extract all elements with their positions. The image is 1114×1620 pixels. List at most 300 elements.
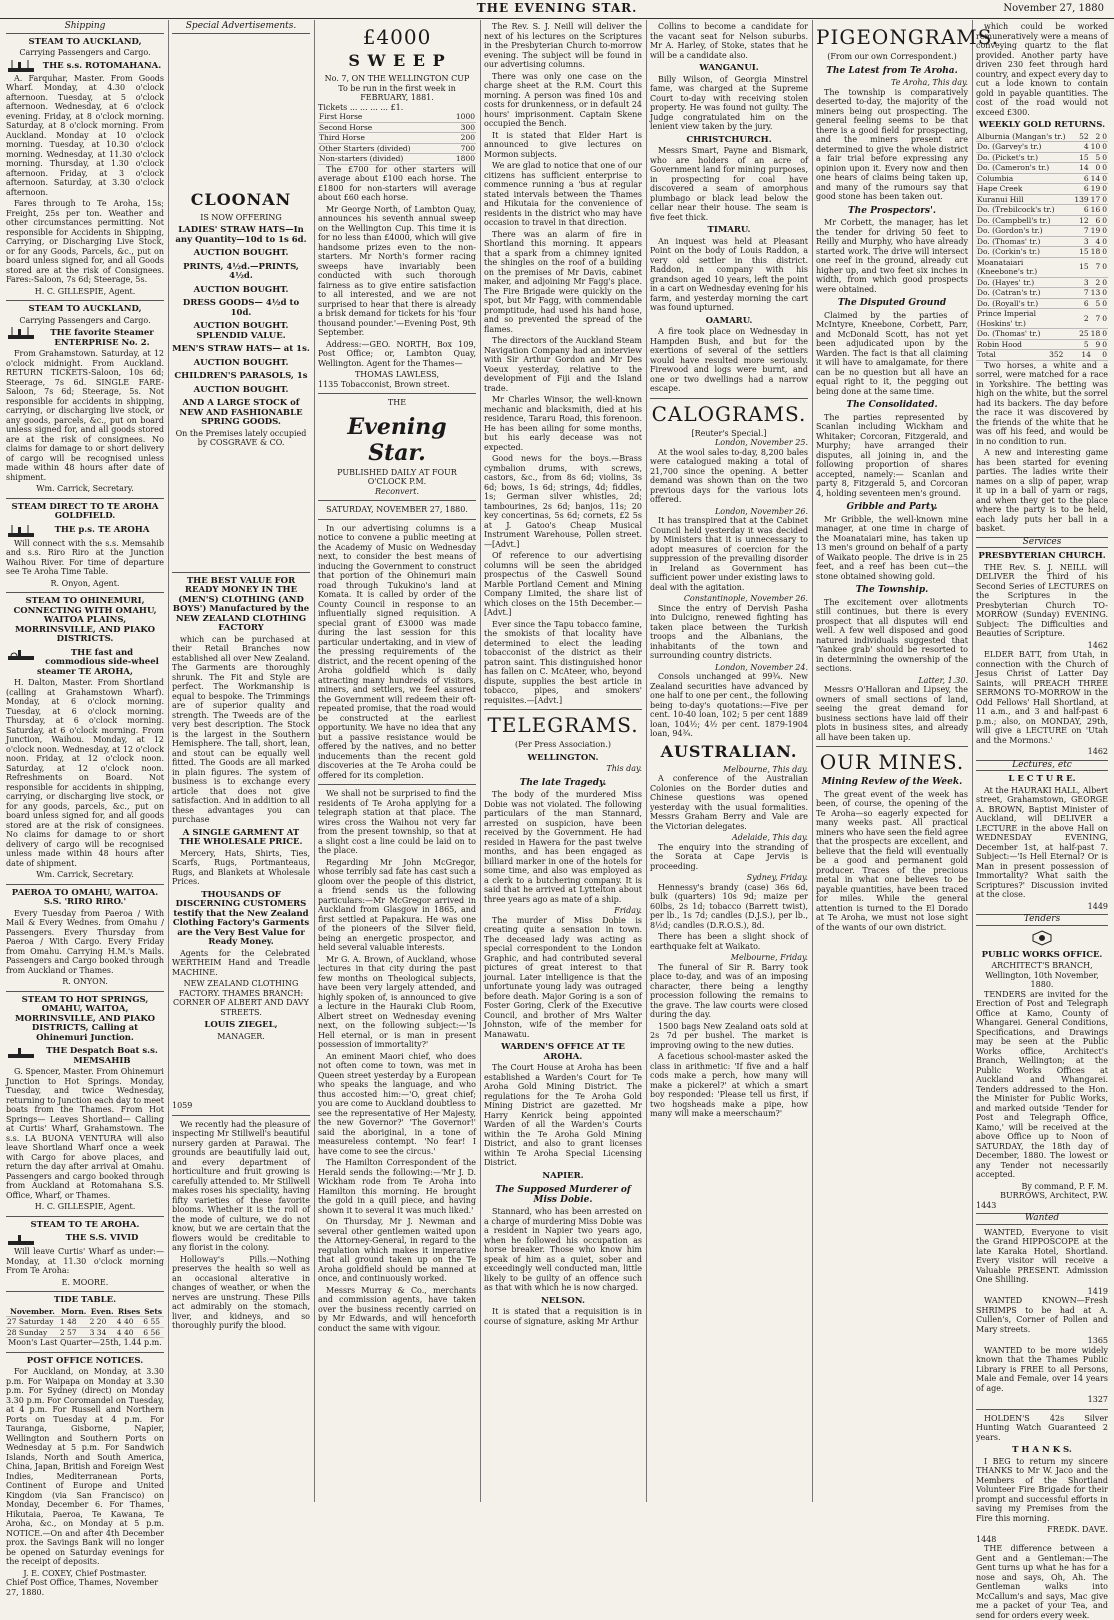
table-row (318, 133, 476, 144)
ad-signature: H. C. GILLESPIE, Agent. (34, 286, 136, 296)
article-paragraph: Messrs Smart, Payne and Bismark, who are holders of an acre of Government land for mining purposes, in prospecting for coal have discovered a seam of amorphous plumbago or black lead below the cellar near their house. The seam is five feet thick. (650, 146, 808, 222)
table-row (976, 329, 1108, 340)
article-paragraph: Stannard, who has been arrested on a charge of murdering Miss Dobie was a resident in Napier two years ago, when he followed his occupation as horse breaker. Those who know him speak of him as a quiet, sober and exceedingly well conducted man, little likely to be guilty of an offence such as that with which he is now charged. (484, 1207, 642, 1292)
ad-body: Will leave Curtis' Wharf as under:— Monday, at 11.30 o'clock morning From Te Aroha: (6, 1247, 164, 1275)
dateline: London, November 25. (714, 438, 808, 447)
dateline: NAPIER. (542, 1170, 584, 1181)
ad-body: TENDERS are invited for the Erection of Post and Telegraph Office at Kamo, County of Whangarei. General Conditions, Specifications, and Drawings may be seen at the Public Works office, Architect's Branch, Wellington; at the Public Works Offices at Auckland and Whangarei. Tenders addressed to the Hon. the Minister for Public Works, and marked outside 'Tender for Post and Telegraph Office, Kamo,' will be received at the above Office up to Noon of SATURDAY, the 18th day of December, 1880. The lowest or any Tender not necessarily accepted. (976, 989, 1108, 1179)
ship-name: THE favorite Steamer ENTERPRISE No. 2. (50, 328, 154, 348)
ad-item: On the Premises lately occupied by COSGRAVE & CO. (175, 428, 307, 447)
table-cell: 19 (1090, 184, 1101, 193)
table-cell: 28 Sunday (6, 1327, 59, 1338)
table-row (976, 309, 1108, 329)
tide-table-title: TIDE TABLE. (53, 1295, 117, 1305)
ad-title: STEAM TO AUCKLAND, (28, 36, 142, 47)
article-paragraph: The Hamilton Correspondent of the Herald sends the following:—'Mr J. D. Wickham rode from Te Aroha into Hamilton this morning. He brought the gold in a quill piece, and having shown it to several it was much liked.' (318, 1158, 476, 1215)
tide-header: Even. (89, 1307, 116, 1317)
ad-title: PRESBYTERIAN CHURCH. (978, 551, 1106, 561)
article-paragraph: Claimed by the parties of McIntyre, Kneebone, Corbett, Parr, and McDonald Scott, has not yet been adjudicated upon by the Warden. The fact is that all claiming it will have to amalgamate, for there can be no question but all have an equal right to it, the pegging out being done at the same time. (816, 310, 968, 396)
table-cell: 3 (1073, 236, 1089, 247)
ad-item: CHILDREN'S PARASOLS, 1s (174, 371, 308, 381)
clothing-ad-heading: A SINGLE GARMENT AT THE WHOLESALE PRICE. (179, 827, 303, 847)
ad-item: AUCTION BOUGHT. SPLENDID VALUE. (193, 321, 289, 341)
column-rule (168, 20, 169, 1502)
table-cell: 18 (1090, 247, 1101, 256)
ad-body: G. Spencer, Master. From Ohinemuri Junction to Hot Springs. Monday, Tuesday, and twice Wednesday, returning to Junction each day to meet boats from the Thames. From Hot Springs— Leaves Shortland— Calling at Curtis' Wharf, Grahamstown. The s.s. LA BUONA VENTURA will also leave Shortland Wharf once a week with Cargo for above places, and return the day after arrival at Omahu. Passengers and cargo booked through from Auckland at Rotomahana S.S. Office, Wharf, or Thames. (6, 1067, 164, 1200)
article-paragraph: It is stated that a requisition is in course of signature, asking Mr Arthur (484, 1307, 642, 1326)
dateline: London, November 24. (714, 662, 808, 672)
ad-title: STEAM DIRECT TO TE AROHA GOLDFIELD. (11, 501, 159, 521)
column-returns-ads (976, 22, 1108, 1620)
table-row (976, 277, 1108, 288)
table-cell: 6 55 (142, 1317, 164, 1328)
table-cell: 4 40 (116, 1327, 143, 1338)
article-paragraph: The township is comparatively deserted to-day, the majority of the miners being out prospecting. The general feeling seems to be that there is a good field for prospecting, and the miners present are determined to give the whole district a fair trial before expressing any opinion upon it. Every now and then one hears of claims being taken up, and many of the rumours say that good stone has been taken out. (816, 87, 968, 201)
sweep-address: Address:—GEO. NORTH, Box 109, Post Office; or, Lambton Quay, Wellington. Agent for the Thames— (318, 339, 476, 368)
table-cell: 2 (1073, 309, 1089, 329)
ad-item: AND A LARGE STOCK of NEW AND FASHIONABLE SPRING GOODS. (179, 398, 303, 427)
table-row (976, 226, 1108, 237)
ad-body: Fares through to Te Aroha, 15s; Freight, 25s per ton. Weather and other circumstances permitting. Not responsible for Accidents in Shipping, Carrying, or Discharging Live Stock, or for any Goods, Parcels, &c., put on board unless signed for, and all Goods stored are at the risk of Consignees. Fares:-Saloon, 7s 6d; Steerage, 5s. (6, 199, 164, 284)
table-cell: Total (976, 350, 1026, 360)
dateline: Melbourne, Friday. (730, 953, 808, 962)
table-cell: 52 (1073, 132, 1089, 142)
table-cell: 5 (1073, 339, 1089, 350)
table-cell: 0 (1101, 309, 1108, 329)
sweep-number: No. 7, ON THE WELLINGTON CUP (324, 74, 470, 83)
table-cell: 6 (1073, 205, 1089, 216)
post-office-signature: J. E. COXEY, Chief Postmaster. (23, 1568, 147, 1578)
clothing-ad-heading: THOUSANDS OF DISCERNING CUSTOMERS testify that the New Zealand Clothing Factory's Garments are the Very Best Value for Ready Money. (172, 889, 310, 947)
article-paragraph: Two horses, a white and a sorrel, were matched for a race in Yorkshire. The betting was high on the white, but the sorrel had its backers. The day before the race it was discovered by the friends of the white that he was off his feed, and would be in no condition to run. (976, 360, 1108, 446)
table-cell: 139 (1074, 194, 1089, 204)
article-paragraph: An eminent Maori chief, who does not often come to town, was met in Queen street yesterday by a European who speaks the language, and who thus accosted him:—'O, great chief; you are come to Auckland doubtless to see the representative of Her Majesty, the new Governor?' 'The Governor!' said the aboriginal, in a tone of measureless contempt. 'No fear! I have come to see the circus.' (318, 1051, 476, 1156)
article-paragraph: Mr Gribble, the well-known mine manager, at one time in charge of the Moanataiari mine, has taken up 13 men's ground on behalf of a party of Waikato people. The drive is in 25 feet, and a reef has been cut—the stone obtained showing gold. (816, 514, 968, 581)
tide-header: Sets (144, 1306, 163, 1316)
ship-name: THE s.s. ROTOMAHANA. (42, 60, 162, 71)
table-cell: Do. (Campbell's tr.) (976, 215, 1073, 226)
article-paragraph: We are glad to notice that one of our citizens has sufficient enterprise to commence running a 'bus at regular stated intervals between the Thames and Hikutaia for the convenience of residents in the district who may have occasion to travel in that direction. (484, 161, 642, 227)
table-cell: 15 (1073, 247, 1089, 258)
newspaper-masthead: Evening Star. (347, 413, 447, 466)
sweep-tickets: Tickets ... ... ... ... £1. (318, 102, 404, 112)
article-paragraph: The body of the murdered Miss Dobie was not violated. The following particulars of the man Stannard, arrested on suspicion, have been received by the Government. He had resided in Hawera for the past twelve months, and has been engaged as billiard marker in one of the hotels for some time, and also was employed as a clerk to a butchering company. It is said that he arrived at Lyttelton about three years ago as mate of a ship. (484, 790, 642, 904)
clothing-ad-manager: LOUIS ZIEGEL, (204, 1020, 278, 1030)
ad-subtitle: Carrying Passengers and Cargo. (19, 48, 151, 57)
table-cell: 14 (1090, 173, 1101, 183)
article-paragraph: At the wool sales to-day, 8,200 bales were catalogued making a total of 21,700 since the opening. A better demand was shown than on the two previous days for the various lots offered. (650, 447, 808, 504)
ship-name: THE p.s. TE AROHA (54, 524, 150, 535)
post-office-title: POST OFFICE NOTICES. (26, 1355, 144, 1366)
ad-title: STEAM TO OHINEMURI, CONNECTING WITH OMAHU, WAITOA PLAINS, MORRINSVILLE, AND PIAKO DISTRICTS. (13, 596, 157, 644)
table-cell: Do. (Corkin's tr.) (976, 247, 1073, 258)
table-cell: 0 (1102, 152, 1107, 162)
page-header (0, 0, 1114, 19)
ad-body: From Grahamstown. Saturday, at 12 o'clock midnight. From Auckland. RETURN TICKETS-Saloon, 10s 6d; Steerage, 7s 6d. SINGLE FARE-Saloon, 7s 6d; Steerage, 5s. Not responsible for accidents in shipping, carrying, or discharging live stock, or any goods, parcels, &c., put on board unless signed for, and all goods stored are at the risk of consignees. No claims for damage to or short delivery of cargo will be recognised unless made within 48 hours after date of shipment. (6, 349, 164, 482)
table-cell: 0 (1102, 215, 1107, 225)
table-cell: Third Horse (318, 133, 447, 144)
ad-number: 1059 (172, 1101, 193, 1110)
table-cell: 17 (1090, 194, 1101, 204)
table-cell: 16 (1090, 205, 1101, 214)
table-cell: Non-starters (divided) (318, 154, 447, 165)
post-office-body: For Auckland, on Monday, at 3.30 p.m. For Waipapa on Monday at 3.30 p.m. For Sydney (direct) on Monday 3.30 p.m. For Coromandel on Tuesday, at 4 p.m. For Russell and Northern Ports on Tuesday at 4 p.m. For Tauranga, Gisborne, Napier, Wellington and Southern Ports on Wednesday at 5 p.m. For Sandwich Islands, North and South America, China, Japan, British and Foreign West Indies, Mediterranean Ports, Continent of Europe and United Kingdom (via San Francisco) on Monday, December 6. For Thames, Hikutaia, Paeroa, Te Kawana, Te Aroha, &c., on Monday at 5 p.m. NOTICE.—On and after 4th December prox. the Savings Bank will no longer be opened on Saturday evenings for the receipt of deposits. (6, 1367, 164, 1566)
article-heading: Mining Review of the Week. (821, 777, 963, 787)
table-cell: 13 (1090, 288, 1101, 297)
ad-title: STEAM TO AUCKLAND, (28, 304, 142, 314)
ad-signature: Wm. Carrick, Secretary. (36, 484, 134, 493)
ad-item: DRESS GOODS— 4½d to 10d. (182, 298, 300, 318)
table-cell: 0 (1102, 184, 1107, 193)
ship-name: THE Despatch Boat s.s. MEMSAHIB (46, 1046, 158, 1066)
post-office-footer: Chief Post Office, Thames, November 27, 1880. (6, 1578, 159, 1597)
dateline: Te Aroha, This day. (890, 78, 968, 87)
article-paragraph: 1500 bags New Zealand oats sold at 2s 7d per bushel. The market is improving owing to the new duties. (650, 1021, 808, 1050)
table-cell: Hape Creek (976, 184, 1073, 195)
article-paragraph: Of reference to our advertising columns will be seen the abridged prospectus of the Caswell Sound Marble Portland Cement and Mining Company Limited, the share list of which closes on the 15th December.—[Advt.] (484, 551, 642, 617)
section-header: Shipping (6, 22, 164, 34)
ad-number: 1419 (1087, 1286, 1108, 1296)
table-cell: 5 (1090, 298, 1102, 309)
column-rule (480, 20, 481, 1502)
dateline: OAMARU. (705, 315, 753, 326)
table-cell: 0 (1090, 163, 1102, 174)
page-title: THE EVENING STAR. (476, 1, 638, 15)
ad-body: A. Farquhar, Master. From Goods Wharf. Monday, at 4.30 o'clock afternoon. Tuesday, at 5 o'clock afternoon. Wednesday, at 6 o'clock evening. Friday, at 8 o'clock morning. Saturday, at 8 o'clock morning. From Auckland. Monday at 10 o'clock morning. Tuesday, at 10.30 o'clock morning. Wednesday, at 11.30 o'clock morning. Thursday, at 1.30 o'clock afternoon. Friday, at 3 o'clock afternoon. Saturday, at 3.30 o'clock afternoon. (6, 73, 164, 197)
clothing-ad-title: THE BEST VALUE FOR READY MONEY IN THE (MEN'S) CLOTHING (AND BOYS') Manufactured by the NEW ZEALAND CLOTHING FACTORY (172, 575, 310, 633)
sweep-body: Mr George North, of Lambton Quay, announces his seventh annual sweep on the Wellington Cup. This time it is for no less than £4000, which will give handsome prizes even to the non-starters. Mr North's former racing sweeps have invariably been conducted with such thorough fairness as to give entire satisfaction to all interested, and we are not surprised to hear that there is already a brisk demand for tickets for his 'four thousand pounder.'—Evening Post, 9th September. (318, 204, 476, 337)
cloonan-title: CLOONAN (190, 189, 292, 209)
article-paragraph: The Rev. S. J. Neill will deliver the next of his lectures on the Scriptures in the Presbyterian Church to-morrow evening. The subject will be found in our advertising columns. (484, 22, 642, 69)
table-row (976, 194, 1108, 205)
table-cell: 15 (1073, 152, 1089, 163)
article-paragraph: The Court House at Aroha has been established a Warden's Court for Te Aroha Gold Mining District. The regulations for the Te Aroha Gold Mining District are gazetted. Mr Harry Kenrick being appointed Warden of all the Warden's Courts within the Te Aroha Gold Mining District, and also to grant licenses within Te Aroha Special Licensing District. (484, 1063, 642, 1167)
ad-signature: R. ONYON. (62, 977, 108, 986)
table-cell: 2 (1090, 132, 1102, 142)
article-paragraph: The parties represented by Scanlan including Wickham and Whitaker; Corcoran, Fitzgerald, and Murphy; have arranged their disputes, all joining in, and the following proportion of shares accepted, namely:— Scanlan and party 8, Fitzgerald 5, and Corcoran 4, holding seventeen men's ground. (816, 412, 968, 498)
table-row (976, 184, 1108, 195)
table-cell: 0 (1102, 226, 1107, 235)
ad-title: T H A N K S. (1012, 1445, 1072, 1455)
article-paragraph: There was an alarm of fire in Shortland this morning. It appears that a spark from a chimney ignited the shingles on the roof of a building on the premises of Mr Davis, cabinet maker, and adjoining Mr Fagg's place. The Fire Brigade were quickly on the spot, but Mr Fagg, with commendable promptitude, had used his hand hose, and so prevented the spread of the flames. (484, 229, 642, 334)
article-paragraph: Ever since the Tapu tobacco famine, the smokists of that locality have determined to elect the leading tobacconist of the district as their patron saint. This distinguished honor has fallen on C. McAteer, who, beyond dispute, supplies the best article in tobacco, pipes, and smokers' requisites.—[Advt.] (484, 619, 642, 705)
ad-body: WANTED KNOWN—Fresh SHRIMPS to be had at A. Cullen's, Corner of Pollen and Mary streets. (976, 1296, 1108, 1334)
article-heading: The Consolidated. (846, 400, 938, 410)
table-cell: 7 (1090, 257, 1102, 277)
article-paragraph: The excitement over allotments still continues, but there is every prospect that all disputes will end well. A few well disposed and good natured individuals suggested that 'Yankee grab' should be resorted to in determining the ownership of the sections. (816, 597, 968, 673)
article-paragraph: Mr Corbett, the manager, has let the tender for driving 50 feet to Reilly and Murphy, who have already started work. The drive will intersect one reef in the ground, already cut higher up, and two feet six inches in width, from which good prospects were obtained. (816, 218, 968, 294)
tide-header: Morn. (59, 1307, 89, 1317)
table-cell: 4 (1090, 236, 1102, 247)
motto: Reconvert. (374, 486, 420, 496)
ad-item: MEN'S STRAW HATS— at 1s. (172, 344, 310, 354)
dateline-time: Friday. (614, 906, 642, 915)
gold-returns-title: WEEKLY GOLD RETURNS. (978, 120, 1106, 130)
table-cell: 6 (1073, 173, 1089, 184)
article-paragraph: There was only one case on the charge sheet at the R.M. Court this morning. A person was fined 10s and costs for drunkenness, or in default 24 hours' imprisonment. Captain Skene occupied the Bench. (484, 71, 642, 128)
ad-body: H. Dalton, Master. From Shortland (calling at Grahamstown Wharf). Monday, at 6 o'clock morning. Tuesday, at 6 o'clock morning. Thursday, at 6 o'clock morning. Saturday, at 6 o'clock morning. From Junction, Waihou. Monday, at 12 o'clock noon. Wednesday, at 12 o'clock noon. Friday, at 12 o'clock noon. Saturday, at 12 o'clock noon. Refreshments on Board. Not responsible for accidents in shipping, carrying, or discharging live stock, or for any goods, parcels, &c., put on board unless signed for, and all goods stored are at the risk of consignees. No claims for damage to or short delivery of cargo will be recognised unless made within 48 hours after date of shipment. (6, 678, 164, 868)
ad-title: STEAM TO TE AROHA. (30, 1219, 140, 1230)
ad-number: 1448 (976, 1534, 997, 1544)
dateline: NELSON. (541, 1295, 585, 1306)
ad-body: Will connect with the s.s. Memsahib and s.s. Riro Riro at the Junction Waihou River. For time of departure see Te Aroha Time Table. (6, 538, 164, 576)
table-cell: Kuranui Hill (976, 194, 1073, 205)
clothing-ad-body: which can be purchased at their Retail Branches now established all over New Zealand. The Garments are thoroughly shrunk. The Fit and Style are perfect. The Workmanship is equal to bespoke. The Trimmings are of superior quality and strength. The Tweeds are of the very best description. The Stock is the largest in the Southern Hemisphere. The tall, short, lean, and stout can be equally well fitted. The Goods are all marked in plain figures. The system of business is to exchange every article that does not give satisfaction. And in addition to all these advantages you can purchase (172, 634, 310, 824)
article-paragraph: Good news for the boys.—Brass cymbalion drums, with screws, castors, &c., from 8s 6d; violins, 3s 6d; bows, 1s 6d; strings, 4d; fiddles, 1s; German silver whistles, 2d; tambourines, 2s 6d; banjos, 11s; 20 key concertinas, 5s 6d; cornets, £2 5s at J. Gatoo's Cheap Musical Instrument Warehouse, Pollen street.—[Advt.] (484, 454, 642, 549)
sweep-prize-table (318, 112, 476, 165)
ad-body: WANTED, Everyone to visit the Grand HIPPOSCOPE at the late Karaka Hotel, Shortland. Every visitor will receive a Valuable PRESENT. Admission One Shilling. (976, 1227, 1108, 1284)
ad-body: ELDER BATT, from Utah, in connection with the Church of Jesus Christ of Latter Day Saints, will PREACH THREE SERMONS TO-MORROW in the Odd Fellows' Hall Shortland, at 11 a.m., and 3 and half-past 6 p.m.; also, on MONDAY, 29th, will give a LECTURE on 'Utah and the Mormons.' (976, 650, 1108, 745)
table-cell: 9 (1090, 339, 1102, 350)
column-telegrams-cables (650, 22, 808, 1502)
article-paragraph: Holloway's Pills.—Nothing preserves the health so well as an occasional alterative in changes of weather, or when the nerves are unstrung. These Pills act admirably on the stomach, liver, and kidneys, and so thoroughly purify the blood. (172, 1254, 310, 1330)
ad-title: STEAM TO HOT SPRINGS, OMAHU, WAITOA, MORRINSVILLE, AND PIAKO DISTRICTS, Calling at Ohinemuri Junction. (15, 994, 155, 1043)
page-date: November 27, 1880 (1003, 3, 1104, 14)
article-heading: The Latest from Te Aroha. (826, 65, 958, 76)
ship-name: THE S.S. VIVID (65, 1233, 139, 1243)
dateline-time: This day. (606, 764, 642, 773)
table-cell: 10 (1090, 142, 1101, 151)
table-cell: Moanataiari (Kneebone's tr.) (976, 257, 1073, 277)
dateline: TIMARU. (707, 225, 751, 235)
table-cell: Do. (Hayes' tr.) (976, 277, 1073, 288)
ad-subtitle: Carrying Passengers and Cargo. (19, 315, 151, 325)
table-cell: 15 (1073, 257, 1089, 277)
ad-number: 1365 (1087, 1336, 1108, 1345)
ad-item: AUCTION BOUGHT. (193, 284, 289, 295)
ad-signature: R. Onyon, Agent. (50, 578, 120, 588)
masthead-the: THE (387, 398, 407, 407)
table-cell: 0 (1102, 236, 1107, 246)
table-cell: 7 (1090, 309, 1102, 329)
article-paragraph: A conference of the Australian Colonies on the Border duties and Chinese questions was opened yesterday with the usual formalities. Messrs Graham Berry and Vale are the Victorian delegates. (650, 774, 808, 831)
ship-name: THE fast and commodious side-wheel steamer TE AROHA, (37, 647, 159, 677)
table-cell: 6 (1090, 215, 1102, 226)
ad-item: AUCTION BOUGHT. (193, 357, 289, 368)
article-paragraph: Mr G. A. Brown, of Auckland, whose lectures in that city during the past few months on Theological subjects, have been very largely attended, and highly spoken of, is announced to give a lecture in the Hauraki Club Room, Albert street on Wednesday evening next, on the following subject:—'Is Hell eternal, or is man in present possession of immortality?' (318, 954, 476, 1049)
table-cell: 0 (1092, 350, 1108, 360)
article-paragraph: Hennessy's brandy (case) 36s 6d, bulk (quarters) 10s 9d; maize per 60lbs, 2s 1d; tobacco (Barrett twist), per lb., 1s 7d; candles (D.J.S.), per lb., 8½d; candles (D.R.O.S.), 8d. (650, 882, 808, 930)
table-cell: 14 (1064, 350, 1091, 360)
ad-item: LADIES' STRAW HATS—In any Quantity—10d to 1s 6d. (175, 225, 307, 245)
table-cell: 0 (1102, 288, 1107, 297)
coat-of-arms-icon (1027, 929, 1057, 947)
table-cell: 2 20 (89, 1317, 116, 1328)
steamship-icon (6, 58, 36, 74)
dateline: Sydney, Friday. (746, 873, 808, 882)
article-paragraph: We recently had the pleasure of inspecting Mr Stillwell's beautiful nursery garden at Parawai. The grounds are beautifully laid out, and every department of horticulture and fruit growing is carefully attended to. Mr Stillwell makes roses his speciality, having fifty varieties of these favorite blooms. Whether it is the roll of the mode of culture, we do not know, but we are certain that the flowers would be creditable to any florist in the colony. (172, 1119, 310, 1252)
table-cell: 4 40 (116, 1317, 143, 1328)
ad-item: AUCTION BOUGHT. (193, 384, 289, 395)
ad-signature: By command, P. F. M. BURROWS, Architect, P.W. (1000, 1181, 1108, 1200)
section-header: Wanted (976, 1213, 1108, 1225)
steamship-icon (6, 646, 36, 662)
table-cell: 300 (447, 122, 476, 133)
table-row (976, 350, 1108, 360)
table-cell: Do. (Gordon's tr.) (976, 226, 1073, 237)
article-heading: Gribble and Party. (846, 502, 938, 512)
article-paragraph: It has transpired that at the Cabinet Council held yesterday it was decided by Ministers that it is unnecessary to adopt measures of coercion for the suppression of the prevailing disorder in Ireland as Government has sufficient power under existing laws to deal with the agitation. (650, 516, 808, 592)
ad-item: AUCTION BOUGHT. (193, 248, 289, 258)
tide-header: Rises (116, 1307, 143, 1317)
table-cell: 0 (1102, 194, 1107, 204)
article-paragraph: On Thursday, Mr J. Newman and several other gentlemen waited upon the Attorney-General, in regard to the regulation which makes it imperative that all ground taken up on the Te Aroha goldfield should be manned at once, and continuously worked. (318, 1217, 476, 1283)
section-header: Services (976, 537, 1108, 549)
article-paragraph: We shall not be surprised to find the residents of Te Aroha applying for a telegraph station at that place. The wires cross the Waihou not very far from the present township, so that at a slight cost a line could be laid on to the place. (318, 789, 476, 855)
table-cell: 27 Saturday (6, 1317, 59, 1328)
ad-body: I BEG to return my sincere THANKS to Mr W. Jaco and the Members of the Shortland Volunteer Fire Brigade for their prompt and successful efforts in saving my Premises from the Fire this morning. (976, 1456, 1108, 1523)
article-paragraph: The funeral of Sir R. Barry took place to-day, and was of an imposing character, there being a lengthy procession following the remains to the grave. The law courts were closed during the day. (650, 962, 808, 1019)
table-cell: Do. (Trebilcock's tr.) (976, 205, 1073, 216)
dateline: Constantinople, November 26. (683, 594, 808, 603)
ad-title: PAEROA TO OMAHU, WAITOA. S.S. 'RIRO RIRO.' (11, 887, 159, 907)
table-cell: 14 (1073, 163, 1089, 174)
clothing-ad-manager-title: MANAGER. (217, 1031, 265, 1041)
table-row (976, 163, 1108, 174)
ad-signature: FREDK. DAVE. (1047, 1525, 1108, 1534)
table-cell: 25 (1073, 329, 1089, 340)
sweep-agent-address: 1135 Tobacconist, Brown street. (318, 379, 450, 389)
article-heading: The Prospectors'. (847, 205, 937, 216)
article-paragraph: The enquiry into the stranding of the Sorata at Cape Jervis is proceeding. (650, 842, 808, 871)
column-rule (646, 20, 647, 1502)
table-row (6, 1327, 164, 1338)
article-paragraph: A facetious school-master asked the class in arithmetic: 'If five and a half cods make a perch, how many will make a pickerel?' at which a smart boy responded: 'Please tell us first, if two hogsheads make a pipe, how many will make a meerschaum?' (650, 1052, 808, 1118)
article-paragraph: Messrs O'Halloran and Lipsey, the owners of small sections of land, seeing the great demand for business sections have laid off their plots in business sites, and already all have been taken up. (816, 685, 968, 742)
table-row (976, 257, 1108, 277)
calograms-source: [Reuter's Special.] (691, 428, 767, 438)
table-cell: 4 (1073, 142, 1089, 153)
ad-signature: E. MOORE. (61, 1277, 109, 1287)
ad-signature: H. C. GILLESPIE, Agent. (34, 1202, 136, 1211)
table-cell: 6 (1073, 184, 1089, 195)
table-row (976, 247, 1108, 258)
dateline: WELLINGTON. (527, 752, 599, 763)
ad-signature: Wm. Carrick, Secretary. (36, 870, 134, 879)
article-paragraph: Collins to become a candidate for the vacant seat for Nelson suburbs. Mr A. Harley, of Stoke, states that he will be a candidate also. (650, 22, 808, 60)
clothing-ad-body: Mercery, Hats, Shirts, Ties, Scarfs, Rugs, Portmanteaus, Rugs, and Blankets at Wholesale Prices. (172, 848, 310, 886)
article-paragraph: There has been a slight shock of earthquake felt at Waikato. (650, 932, 808, 951)
ad-body: THE difference between a Gent and a Gentleman:—The Gent turns up what he has for a nose and says, Oh, Ah. The Gentleman walks into McCallum's and says, Mac give me a packet of your Tea, and send for orders every week. (976, 1544, 1108, 1620)
table-cell: 2 57 (59, 1327, 89, 1338)
section-header: Lectures, etc (976, 760, 1108, 772)
dateline: London, November 26. (714, 506, 808, 516)
steamship-icon (6, 1044, 36, 1060)
table-row (976, 298, 1108, 309)
table-row (976, 288, 1108, 299)
table-cell: 0 (1102, 247, 1107, 256)
published-line: PUBLISHED DAILY AT FOUR O'CLOCK P.M. (337, 467, 457, 486)
ad-number: 1462 (1087, 747, 1108, 756)
table-cell: 700 (447, 143, 476, 154)
table-cell: 0 (1102, 163, 1107, 172)
table-cell: Do. (Catran's tr.) (976, 288, 1073, 299)
table-cell: 5 (1090, 152, 1102, 163)
table-cell: 3 (1073, 277, 1089, 288)
leading-article: In our advertising columns is a notice to convene a public meeting at the Academy of Music on Wednesday next, to consider the best means of inducing the Government to construct that portion of the Ohinemuri main road through Tukukino's land at Komata. It is called by order of the County Council in response to an influentially signed requisition. A special grant of £3000 was made during the last session for this particular undertaking, and in view of the pressing requirements of the district, and the recent opening of the Aroha goldfield which is daily attracting many hundreds of visitors, miners, and settlers, we feel assured the Government will redeem their oft-repeated promise, that the road would be constructed at the earliest opportunity. We have no idea that any but a passive resistance would be offered by the natives, and no better inducements than the recent gold discoveries at the Te Aroha could be offered for its completion. (318, 523, 476, 780)
article-heading: The late Tragedy. (519, 777, 607, 788)
telegrams-source: (Per Press Association.) (515, 740, 611, 749)
table-row (976, 152, 1108, 163)
ad-body: WANTED to be more widely known that the Thames Public Library is FREE to all Persons, Male and Female, over 14 years of age. (976, 1345, 1108, 1393)
table-cell: Columbia (976, 173, 1073, 184)
table-cell: 0 (1102, 205, 1107, 214)
dateline: Adelaide, This day. (731, 833, 808, 842)
gold-returns-table (976, 132, 1108, 351)
ad-title: PUBLIC WORKS OFFICE. (981, 949, 1103, 960)
ad-number: 1443 (976, 1200, 997, 1210)
column-rule (314, 20, 315, 1502)
ad-subtitle: ARCHITECT'S BRANCH, Wellington, 10th November, 1880. (985, 961, 1099, 989)
sweep-title: S W E E P (348, 51, 446, 70)
table-cell: 0 (1102, 339, 1107, 349)
table-cell: 7 (1073, 226, 1089, 237)
article-heading: The Disputed Ground (837, 298, 947, 308)
column-shipping (6, 21, 164, 1597)
article-paragraph: A new and interesting game has been started for evening parties. The ladies write their names on a slip of paper, wrap it up in a ball of yarn or rags, and when they get to the place where the party is to be held, each lady puts her ball in a basket. (976, 448, 1108, 533)
table-cell: 19 (1090, 226, 1101, 235)
table-cell: 0 (1102, 131, 1107, 141)
table-cell: Prince Imperial (Hoskins' tr.) (976, 309, 1073, 329)
article-paragraph: Since the entry of Dervish Pasha into Dulcigno, renewed fighting has taken place between the Turkish troops and the Albanians, the inhabitants of the town and surrounding country districts. (650, 603, 808, 660)
ad-number: 1327 (1087, 1395, 1108, 1404)
table-row (318, 112, 476, 122)
article-paragraph: Regarding Mr John McGregor, whose terribly sad fate has cast such a gloom over the people of this district, a friend sends us the following particulars:—Mr McGregor arrived in Auckland from Glasgow in 1865, and first settled at Papakura. He was one of the pioneers of the Silver field, being an energetic prospector, and held several valuable interests. (318, 857, 476, 952)
table-cell: 0 (1101, 257, 1108, 277)
mines-heading: OUR MINES. (819, 750, 965, 774)
article-paragraph: A fire took place on Wednesday in Hampden Bush, and but for the exertions of several of the settlers would have resulted more seriously. Firewood and logs were burnt, and one or two dwellings had a narrow escape. (650, 327, 808, 393)
dateline: Latter, 1.30. (918, 675, 968, 685)
table-row (318, 154, 476, 165)
article-heading: The Supposed Murderer of Miss Dobie. (495, 1185, 631, 1205)
table-cell: Do. (Cameron's tr.) (976, 163, 1073, 174)
calograms-heading: CALOGRAMS. (651, 401, 807, 426)
table-cell: Second Horse (318, 122, 447, 133)
table-cell: 18 (1090, 329, 1101, 338)
column-news-telegrams (484, 22, 642, 1502)
australian-heading: AUSTRALIAN. (660, 741, 798, 761)
table-row (976, 132, 1108, 142)
sweep-subtitle: To be run in the first week in FEBRUARY, 1881. (338, 83, 456, 102)
table-cell: 0 (1102, 142, 1107, 151)
table-row (976, 205, 1108, 216)
table-cell: 1 48 (59, 1317, 89, 1328)
table-cell: Do. (Royall's tr.) (976, 298, 1073, 309)
table-cell: 3 34 (89, 1327, 116, 1338)
table-cell: 6 (1073, 298, 1089, 309)
article-paragraph: The directors of the Auckland Steam Navigation Company had an interview with Sir Arthur Gordon and Mr Des Voeux yesterday, relative to the development of Fiji and the Island trade. (484, 336, 642, 393)
table-row (318, 143, 476, 154)
ad-title: L E C T U R E. (1008, 774, 1076, 784)
ad-number: 1449 (1087, 901, 1108, 911)
article-paragraph: Mr Charles Winsor, the well-known mechanic and blacksmith, died at his residence, Tararu Road, this forenoon. He has been ailing for some months, but his early decease was not expected. (484, 395, 642, 452)
moon-phase: Moon's Last Quarter—25th, 1.44 p.m. (8, 1338, 162, 1347)
article-paragraph: An inquest was held at Pleasant Point on the body of Louis Raddon, a very old settler in this district. Raddon, in company with his grandson aged 10 years, left the point in a cart on Wednesday evening for his farm, and yesterday morning the cart was found upturned. (650, 236, 808, 312)
sweep-amount: £4000 (362, 25, 432, 49)
table-cell: 0 (1102, 173, 1107, 183)
table-cell: 1800 (447, 154, 476, 165)
column-sweep-and-leader (318, 22, 476, 1502)
table-cell: 7 (1073, 288, 1089, 299)
article-paragraph: It is stated that Elder Hart is announced to give lectures on Mormon subjects. (484, 130, 642, 159)
tide-table (6, 1307, 164, 1339)
table-row (976, 142, 1108, 153)
table-cell: 2 (1090, 277, 1102, 288)
table-row (976, 339, 1108, 350)
table-cell: Do. (Thomas' tr.) (976, 236, 1073, 247)
table-cell: Other Starters (divided) (318, 143, 447, 154)
table-row (976, 173, 1108, 184)
